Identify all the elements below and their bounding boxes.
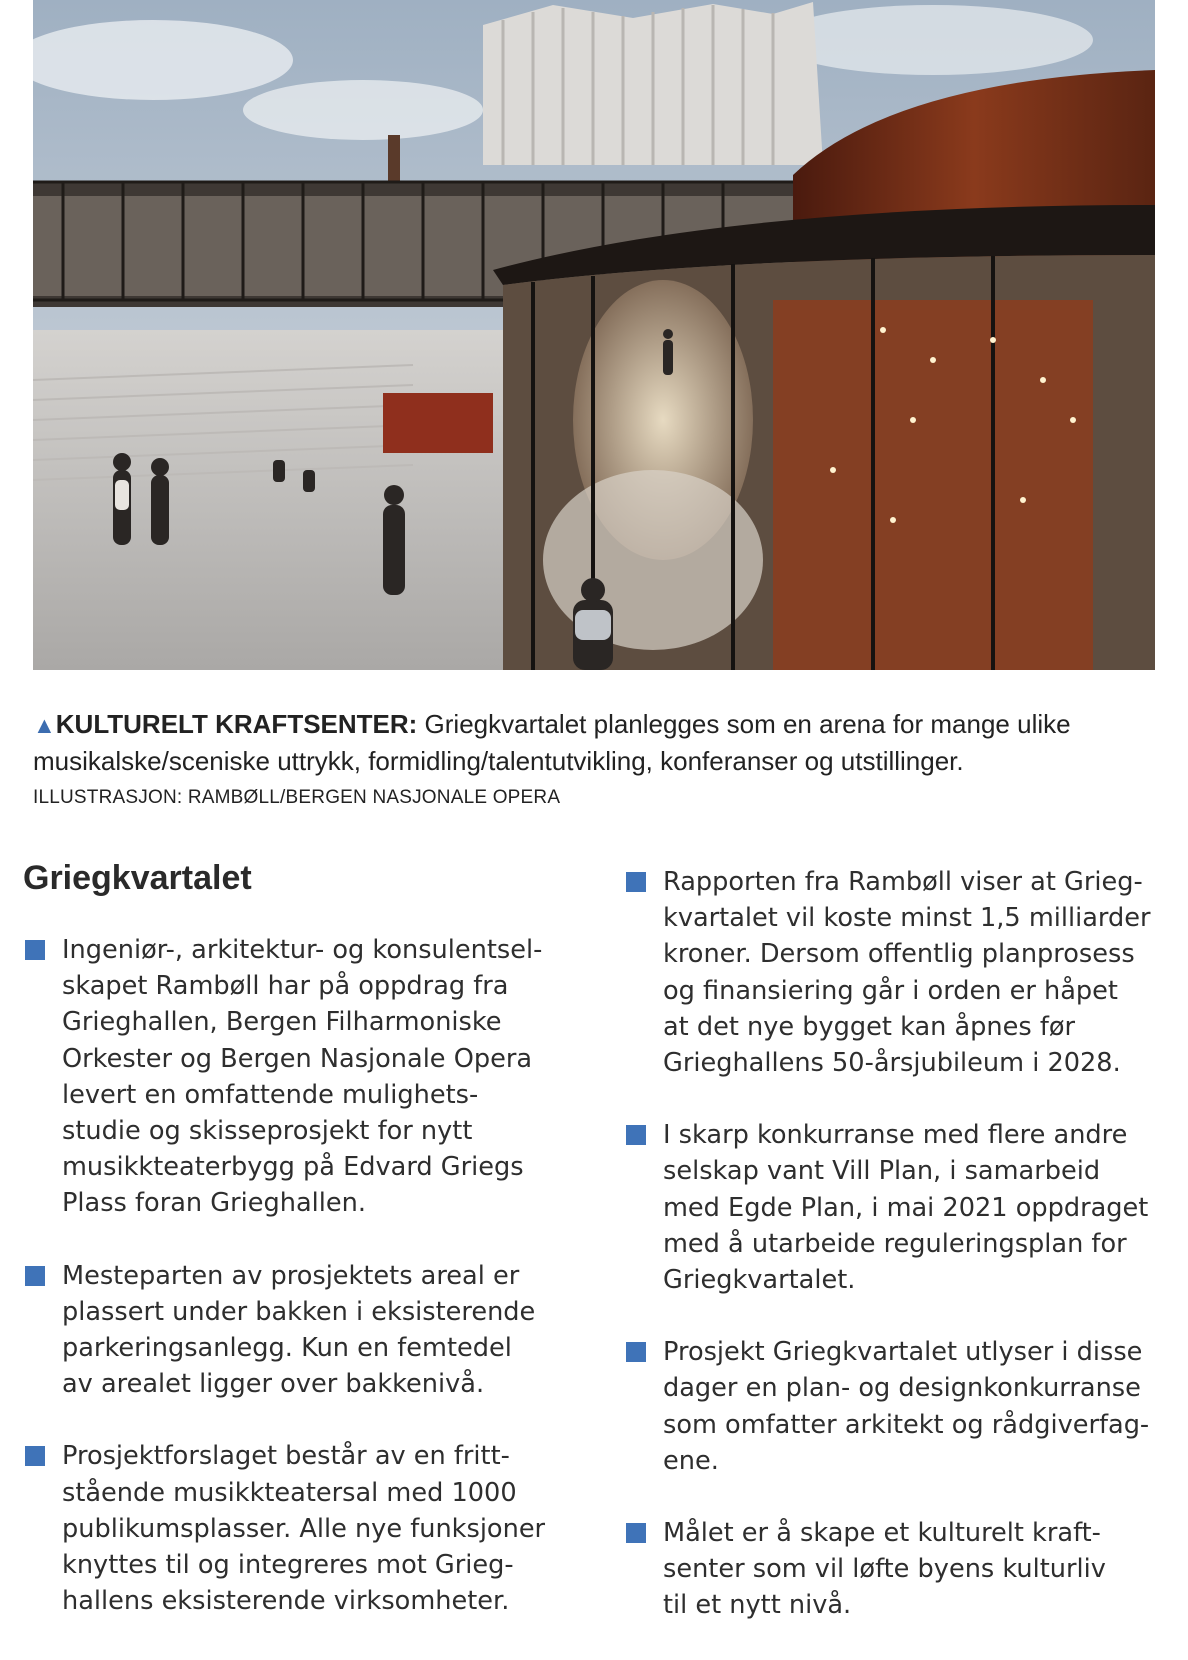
bullet-square-icon [626, 872, 646, 892]
fact-text: Mesteparten av prosjektets areal er plassert under bakken i eksisterende parkeringsanlegg. Kun en femtedel av arealet ligger over bakkenivå. [62, 1260, 536, 1400]
fact-item [23, 1438, 563, 1619]
architectural-rendering-image [33, 0, 1155, 670]
fact-item [624, 1117, 1164, 1298]
fact-text: Prosjekt Griegkvartalet utlyser i disse dager en plan- og designkonkurranse som omfatter arkitekt og rådgiverfag- ene. [663, 1337, 1150, 1476]
bullet-square-icon [25, 1266, 45, 1286]
fact-text: I skarp konkurranse med flere andre selskap vant Vill Plan, i samarbeid med Egde Plan, i mai 2021 oppdraget med å utarbeide reguleringsplan for Griegkvartalet. [663, 1120, 1149, 1296]
factbox-title: Griegkvartalet [23, 859, 252, 897]
fact-item [23, 1258, 563, 1403]
fact-item [624, 1515, 1164, 1624]
fact-text: Målet er å skape et kulturelt kraft- senter som vil løfte byens kulturliv til et nytt nivå. [663, 1518, 1106, 1621]
factbox-right-column [624, 864, 1164, 1660]
fact-text: Prosjektforslaget består av en fritt- stående musikkteatersal med 1000 publikumsplasser. Alle nye funksjoner knyttes til og integreres mot Grieg- hallens eksisterende virksomheter. [62, 1441, 546, 1617]
fact-text: Rapporten fra Rambøll viser at Grieg- kvartalet vil koste minst 1,5 milliarder kroner. Dersom offentlig planprosess og finansiering går i orden er håpet at det nye bygget kan åpnes før Grieghallens 50-årsjubileum i 2028. [663, 867, 1151, 1079]
caption-text: Griegkvartalet planlegges som en arena for mange ulike musikalske/sceniske uttrykk, formidling/talentutvikling, konferanser og utstillinger. [33, 709, 1071, 776]
fact-item [624, 1334, 1164, 1479]
bullet-square-icon [626, 1342, 646, 1362]
bullet-square-icon [25, 940, 45, 960]
fact-item [624, 864, 1164, 1081]
bullet-square-icon [626, 1125, 646, 1145]
bullet-square-icon [626, 1523, 646, 1543]
photo-caption [33, 706, 1153, 779]
factbox-left-column [23, 858, 563, 1655]
triangle-up-icon: ▲ [33, 712, 56, 738]
bullet-square-icon [25, 1446, 45, 1466]
fact-item [23, 932, 563, 1222]
rendering-illustration [33, 0, 1155, 670]
photo-credit: ILLUSTRASJON: RAMBØLL/BERGEN NASJONALE OPERA [33, 787, 561, 808]
fact-text: Ingeniør-, arkitektur- og konsulentsel- skapet Rambøll har på oppdrag fra Grieghallen, Bergen Filharmoniske Orkester og Bergen Nasjonale Opera levert en omfattende mulighets- studie og skisseprosjekt for nytt musikkteaterbygg på Edvard Griegs Plass foran Grieghallen. [62, 935, 543, 1219]
caption-kicker: KULTURELT KRAFTSENTER: [55, 709, 418, 739]
